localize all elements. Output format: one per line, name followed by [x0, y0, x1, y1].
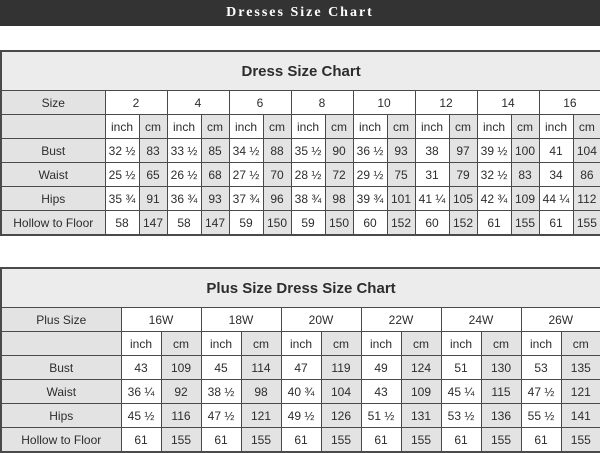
cm-unit-cell: cm	[449, 115, 477, 139]
size-charts-section	[0, 50, 600, 453]
cm-value-cell: 86	[573, 163, 600, 187]
cm-value-cell: 104	[573, 139, 600, 163]
cm-unit-cell: cm	[263, 115, 291, 139]
measurement-row	[1, 139, 600, 163]
inch-value-cell: 45 ¼	[441, 380, 481, 404]
cm-value-cell: 116	[161, 404, 201, 428]
measurement-row	[1, 404, 600, 428]
inch-value-cell: 47 ½	[201, 404, 241, 428]
size-header-cell: 2	[105, 91, 167, 115]
cm-value-cell: 96	[263, 187, 291, 211]
inch-unit-cell: inch	[105, 115, 139, 139]
inch-value-cell: 61	[441, 428, 481, 453]
cm-value-cell: 155	[481, 428, 521, 453]
inch-value-cell: 35 ¾	[105, 187, 139, 211]
inch-value-cell: 59	[229, 211, 263, 236]
cm-value-cell: 152	[387, 211, 415, 236]
inch-value-cell: 45	[201, 356, 241, 380]
inch-value-cell: 36 ¾	[167, 187, 201, 211]
measurement-row	[1, 211, 600, 236]
inch-value-cell: 53 ½	[441, 404, 481, 428]
measurement-label-cell: Waist	[1, 380, 121, 404]
cm-unit-cell: cm	[561, 332, 600, 356]
inch-value-cell: 58	[105, 211, 139, 236]
cm-value-cell: 105	[449, 187, 477, 211]
inch-value-cell: 61	[361, 428, 401, 453]
inch-value-cell: 34	[539, 163, 573, 187]
inch-value-cell: 26 ½	[167, 163, 201, 187]
inch-value-cell: 35 ½	[291, 139, 325, 163]
inch-value-cell: 32 ½	[105, 139, 139, 163]
size-header-row	[1, 308, 600, 332]
table-title-row	[1, 51, 600, 91]
inch-value-cell: 60	[353, 211, 387, 236]
dress-size-chart-table	[0, 50, 600, 236]
measurement-label-cell: Waist	[1, 163, 105, 187]
inch-value-cell: 31	[415, 163, 449, 187]
inch-value-cell: 41 ¼	[415, 187, 449, 211]
cm-value-cell: 83	[139, 139, 167, 163]
inch-value-cell: 58	[167, 211, 201, 236]
cm-unit-cell: cm	[511, 115, 539, 139]
table-title-row	[1, 268, 600, 308]
inch-unit-cell: inch	[415, 115, 449, 139]
size-header-cell: 10	[353, 91, 415, 115]
cm-value-cell: 97	[449, 139, 477, 163]
cm-value-cell: 135	[561, 356, 600, 380]
inch-value-cell: 61	[477, 211, 511, 236]
cm-unit-cell: cm	[321, 332, 361, 356]
inch-unit-cell: inch	[441, 332, 481, 356]
size-label-cell: Plus Size	[1, 308, 121, 332]
plus-size-dress-size-chart-table	[0, 267, 600, 453]
page-header	[0, 0, 600, 26]
inch-value-cell: 44 ¼	[539, 187, 573, 211]
cm-value-cell: 109	[401, 380, 441, 404]
inch-value-cell: 51 ½	[361, 404, 401, 428]
cm-value-cell: 100	[511, 139, 539, 163]
inch-value-cell: 29 ½	[353, 163, 387, 187]
cm-unit-cell: cm	[201, 115, 229, 139]
cm-value-cell: 141	[561, 404, 600, 428]
size-header-cell: 6	[229, 91, 291, 115]
cm-unit-cell: cm	[241, 332, 281, 356]
tables-container	[0, 50, 600, 453]
cm-value-cell: 98	[325, 187, 353, 211]
cm-unit-cell: cm	[387, 115, 415, 139]
measurement-row	[1, 380, 600, 404]
inch-value-cell: 39 ¾	[353, 187, 387, 211]
size-label-cell: Size	[1, 91, 105, 115]
inch-value-cell: 34 ½	[229, 139, 263, 163]
inch-value-cell: 33 ½	[167, 139, 201, 163]
cm-value-cell: 90	[325, 139, 353, 163]
cm-value-cell: 155	[561, 428, 600, 453]
cm-unit-cell: cm	[481, 332, 521, 356]
cm-value-cell: 155	[511, 211, 539, 236]
cm-value-cell: 88	[263, 139, 291, 163]
cm-unit-cell: cm	[325, 115, 353, 139]
measurement-label-cell: Hips	[1, 404, 121, 428]
size-header-cell: 20W	[281, 308, 361, 332]
cm-value-cell: 150	[325, 211, 353, 236]
unit-header-row	[1, 332, 600, 356]
inch-unit-cell: inch	[539, 115, 573, 139]
measurement-row	[1, 356, 600, 380]
inch-value-cell: 61	[121, 428, 161, 453]
inch-unit-cell: inch	[361, 332, 401, 356]
inch-value-cell: 38 ¾	[291, 187, 325, 211]
cm-value-cell: 93	[387, 139, 415, 163]
inch-value-cell: 27 ½	[229, 163, 263, 187]
cm-value-cell: 115	[481, 380, 521, 404]
inch-unit-cell: inch	[291, 115, 325, 139]
cm-value-cell: 155	[161, 428, 201, 453]
cm-value-cell: 121	[561, 380, 600, 404]
size-header-cell: 26W	[521, 308, 600, 332]
measurement-row	[1, 163, 600, 187]
size-header-cell: 4	[167, 91, 229, 115]
inch-value-cell: 47 ½	[521, 380, 561, 404]
measurement-label-cell: Hollow to Floor	[1, 211, 105, 236]
cm-value-cell: 109	[161, 356, 201, 380]
table-title: Dress Size Chart	[1, 51, 600, 91]
cm-value-cell: 72	[325, 163, 353, 187]
cm-value-cell: 147	[201, 211, 229, 236]
cm-value-cell: 155	[401, 428, 441, 453]
cm-value-cell: 152	[449, 211, 477, 236]
inch-unit-cell: inch	[477, 115, 511, 139]
inch-value-cell: 55 ½	[521, 404, 561, 428]
cm-value-cell: 92	[161, 380, 201, 404]
unit-header-row	[1, 115, 600, 139]
inch-value-cell: 38 ½	[201, 380, 241, 404]
measurement-label-cell: Hollow to Floor	[1, 428, 121, 453]
inch-value-cell: 49	[361, 356, 401, 380]
inch-unit-cell: inch	[121, 332, 161, 356]
inch-value-cell: 28 ½	[291, 163, 325, 187]
cm-value-cell: 79	[449, 163, 477, 187]
inch-value-cell: 61	[201, 428, 241, 453]
cm-unit-cell: cm	[161, 332, 201, 356]
cm-value-cell: 104	[321, 380, 361, 404]
unit-row-spacer-cell	[1, 332, 121, 356]
inch-value-cell: 59	[291, 211, 325, 236]
inch-value-cell: 42 ¾	[477, 187, 511, 211]
inch-value-cell: 25 ½	[105, 163, 139, 187]
inch-value-cell: 39 ½	[477, 139, 511, 163]
size-header-cell: 16W	[121, 308, 201, 332]
cm-value-cell: 70	[263, 163, 291, 187]
cm-value-cell: 112	[573, 187, 600, 211]
inch-value-cell: 36 ¼	[121, 380, 161, 404]
cm-value-cell: 150	[263, 211, 291, 236]
inch-unit-cell: inch	[353, 115, 387, 139]
measurement-label-cell: Bust	[1, 356, 121, 380]
cm-value-cell: 119	[321, 356, 361, 380]
inch-value-cell: 61	[539, 211, 573, 236]
cm-value-cell: 68	[201, 163, 229, 187]
inch-unit-cell: inch	[229, 115, 263, 139]
cm-unit-cell: cm	[401, 332, 441, 356]
size-header-cell: 18W	[201, 308, 281, 332]
inch-unit-cell: inch	[281, 332, 321, 356]
size-header-cell: 22W	[361, 308, 441, 332]
table-title: Plus Size Dress Size Chart	[1, 268, 600, 308]
cm-value-cell: 126	[321, 404, 361, 428]
cm-unit-cell: cm	[139, 115, 167, 139]
measurement-row	[1, 428, 600, 453]
size-header-cell: 12	[415, 91, 477, 115]
size-header-row	[1, 91, 600, 115]
size-header-cell: 16	[539, 91, 600, 115]
cm-value-cell: 114	[241, 356, 281, 380]
inch-value-cell: 38	[415, 139, 449, 163]
inch-unit-cell: inch	[167, 115, 201, 139]
size-header-cell: 8	[291, 91, 353, 115]
inch-unit-cell: inch	[201, 332, 241, 356]
cm-value-cell: 130	[481, 356, 521, 380]
inch-value-cell: 47	[281, 356, 321, 380]
inch-value-cell: 43	[361, 380, 401, 404]
inch-value-cell: 37 ¾	[229, 187, 263, 211]
cm-unit-cell: cm	[573, 115, 600, 139]
inch-value-cell: 43	[121, 356, 161, 380]
inch-value-cell: 53	[521, 356, 561, 380]
size-header-cell: 14	[477, 91, 539, 115]
size-header-cell: 24W	[441, 308, 521, 332]
cm-value-cell: 85	[201, 139, 229, 163]
cm-value-cell: 136	[481, 404, 521, 428]
inch-value-cell: 61	[521, 428, 561, 453]
cm-value-cell: 83	[511, 163, 539, 187]
cm-value-cell: 155	[241, 428, 281, 453]
cm-value-cell: 155	[573, 211, 600, 236]
page-title: Dresses Size Chart	[226, 5, 374, 20]
cm-value-cell: 109	[511, 187, 539, 211]
cm-value-cell: 121	[241, 404, 281, 428]
cm-value-cell: 75	[387, 163, 415, 187]
cm-value-cell: 131	[401, 404, 441, 428]
cm-value-cell: 124	[401, 356, 441, 380]
inch-unit-cell: inch	[521, 332, 561, 356]
measurement-row	[1, 187, 600, 211]
cm-value-cell: 155	[321, 428, 361, 453]
cm-value-cell: 98	[241, 380, 281, 404]
inch-value-cell: 36 ½	[353, 139, 387, 163]
cm-value-cell: 101	[387, 187, 415, 211]
cm-value-cell: 91	[139, 187, 167, 211]
inch-value-cell: 60	[415, 211, 449, 236]
inch-value-cell: 45 ½	[121, 404, 161, 428]
cm-value-cell: 93	[201, 187, 229, 211]
inch-value-cell: 61	[281, 428, 321, 453]
cm-value-cell: 65	[139, 163, 167, 187]
cm-value-cell: 147	[139, 211, 167, 236]
measurement-label-cell: Bust	[1, 139, 105, 163]
inch-value-cell: 40 ¾	[281, 380, 321, 404]
inch-value-cell: 32 ½	[477, 163, 511, 187]
inch-value-cell: 41	[539, 139, 573, 163]
unit-row-spacer-cell	[1, 115, 105, 139]
measurement-label-cell: Hips	[1, 187, 105, 211]
inch-value-cell: 49 ½	[281, 404, 321, 428]
inch-value-cell: 51	[441, 356, 481, 380]
